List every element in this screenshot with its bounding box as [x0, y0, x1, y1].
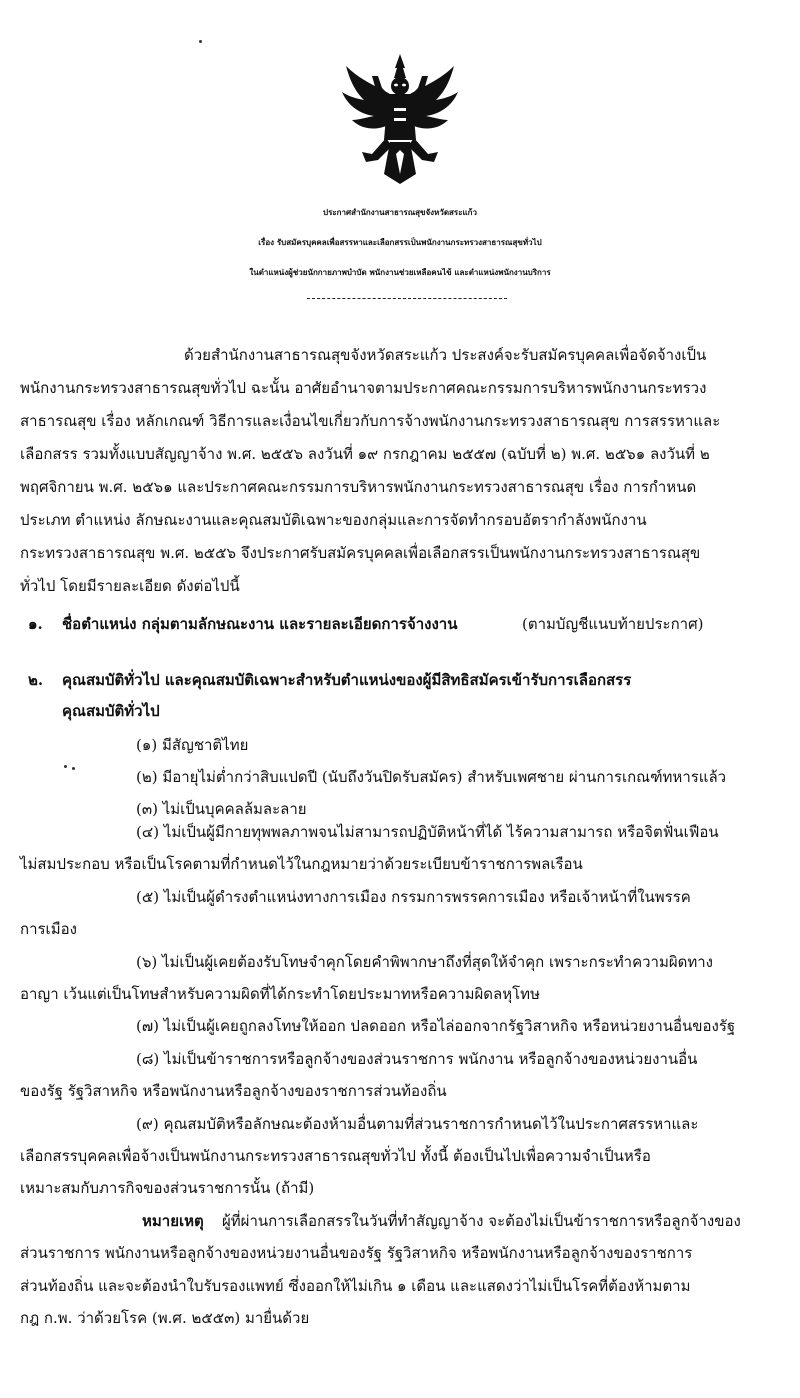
section-2-number: ๒. [28, 671, 44, 689]
section-2-subheading: คุณสมบัติทั่วไป [62, 702, 160, 720]
qualification-item: (๗) ไม่เป็นผู้เคยถูกลงโทษให้ออก ปลดออก หรือไล่ออกจากรัฐวิสาหกิจ หรือหน่วยงานอื่นของรัฐ [136, 1017, 736, 1035]
announcement-positions: ในตำแหน่งผู้ช่วยนักกายภาพบำบัด พนักงานช่วยเหลือคนไข้ และตำแหน่งพนักงานบริการ [249, 267, 551, 277]
section-1-note: (ตามบัญชีแนบท้ายประกาศ) [522, 615, 704, 633]
remark-line: ส่วนท้องถิ่น และจะต้องนำใบรับรองแพทย์ ซึ่งออกให้ไม่เกิน ๑ เดือน และแสดงว่าไม่เป็นโรคที่ต้องห้ามตาม [20, 1277, 691, 1295]
announcement-subject: เรื่อง รับสมัครบุคคลเพื่อสรรหาและเลือกสรรเป็นพนักงานกระทรวงสาธารณสุขทั่วไป [258, 237, 542, 247]
intro-line: กระทรวงสาธารณสุข พ.ศ. ๒๕๕๖ จึงประกาศรับสมัครบุคคลเพื่อเลือกสรรเป็นพนักงานกระทรวงสาธารณสุข [20, 544, 701, 562]
intro-line: ประเภท ตำแหน่ง ลักษณะงานและคุณสมบัติเฉพาะของกลุ่มและการจัดทำกรอบอัตรากำลังพนักงาน [20, 511, 647, 529]
intro-line: พนักงานกระทรวงสาธารณสุขทั่วไป ฉะนั้น อาศัยอำนาจตามประกาศคณะกรรมการบริหารพนักงานกระทรวง [20, 379, 707, 397]
qualification-item: อาญา เว้นแต่เป็นโทษสำหรับความผิดที่ได้กระทำโดยประมาทหรือความผิดลหุโทษ [20, 985, 540, 1003]
intro-line: เลือกสรร รวมทั้งแบบสัญญาจ้าง พ.ศ. ๒๕๕๖ ลงวันที่ ๑๙ กรกฎาคม ๒๕๕๗ (ฉบับที่ ๒) พ.ศ. ๒๕๖๑ ลงวันที่ ๒ [20, 445, 710, 463]
qualification-item: (๓) ไม่เป็นบุคคลล้มละลาย [136, 800, 307, 818]
qualification-item: ของรัฐ รัฐวิสาหกิจ หรือพนักงานหรือลูกจ้างของราชการส่วนท้องถิ่น [20, 1082, 447, 1100]
intro-line: ทั่วไป โดยมีรายละเอียด ดังต่อไปนี้ [20, 577, 240, 595]
qualification-item: (๕) ไม่เป็นผู้ดำรงตำแหน่งทางการเมือง กรรมการพรรคการเมือง หรือเจ้าหน้าที่ในพรรค [136, 888, 691, 906]
remark-line: กฎ ก.พ. ว่าด้วยโรค (พ.ศ. ๒๕๕๓) มายื่นด้วย [20, 1309, 310, 1327]
qualification-item: (๑) มีสัญชาติไทย [136, 736, 249, 754]
section-1-number: ๑. [28, 615, 43, 633]
qualification-item: (๔) ไม่เป็นผู้มีกายทุพพลภาพจนไม่สามารถปฏิบัติหน้าที่ได้ ไร้ความสามารถ หรือจิตฟั่นเฟือน [136, 823, 719, 841]
qualification-item: เหมาะสมกับภารกิจของส่วนราชการนั้น (ถ้ามี) [20, 1179, 315, 1197]
scan-fleck [64, 765, 67, 768]
garuda-emblem-icon [336, 50, 464, 190]
qualification-item: เลือกสรรบุคคลเพื่อจ้างเป็นพนักงานกระทรวงสาธารณสุขทั่วไป ทั้งนี้ ต้องเป็นไปเพื่อความจำเป็นหรือ [20, 1147, 651, 1165]
qualification-item: (๘) ไม่เป็นข้าราชการหรือลูกจ้างของส่วนราชการ พนักงาน หรือลูกจ้างของหน่วยงานอื่น [136, 1050, 698, 1068]
intro-line: พฤศจิกายน พ.ศ. ๒๕๖๑ และประกาศคณะกรรมการบริหารพนักงานกระทรวงสาธารณสุข เรื่อง การกำหนด [20, 478, 697, 496]
scan-fleck [199, 40, 202, 43]
title-divider [307, 298, 507, 299]
qualification-item: (๙) คุณสมบัติหรือลักษณะต้องห้ามอื่นตามที่ส่วนราชการกำหนดไว้ในประกาศสรรหาและ [136, 1115, 699, 1133]
section-2-heading: คุณสมบัติทั่วไป และคุณสมบัติเฉพาะสำหรับตำแหน่งของผู้มีสิทธิสมัครเข้ารับการเลือกสรร [62, 671, 632, 689]
announcement-title: ประกาศสำนักงานสาธารณสุขจังหวัดสระแก้ว [323, 207, 477, 217]
remark-line: ส่วนราชการ พนักงานหรือลูกจ้างของหน่วยงานอื่นของรัฐ รัฐวิสาหกิจ หรือพนักงานหรือลูกจ้างของราชการ [20, 1244, 693, 1262]
intro-line: สาธารณสุข เรื่อง หลักเกณฑ์ วิธีการและเงื่อนไขเกี่ยวกับการจ้างพนักงานกระทรวงสาธารณสุข การสรรหาและ [20, 412, 721, 430]
remark-line: ผู้ที่ผ่านการเลือกสรรในวันที่ทำสัญญาจ้าง จะต้องไม่เป็นข้าราชการหรือลูกจ้างของ [222, 1212, 741, 1230]
qualification-item: ไม่สมประกอบ หรือเป็นโรคตามที่กำหนดไว้ในกฎหมายว่าด้วยระเบียบข้าราชการพลเรือน [20, 855, 583, 873]
qualification-item: (๖) ไม่เป็นผู้เคยต้องรับโทษจำคุกโดยคำพิพากษาถึงที่สุดให้จำคุก เพราะกระทำความผิดทาง [136, 953, 714, 971]
remark-label: หมายเหตุ [142, 1212, 204, 1230]
scan-fleck [72, 767, 75, 770]
section-1-heading: ชื่อตำแหน่ง กลุ่มตามลักษณะงาน และรายละเอียดการจ้างงาน [62, 615, 458, 633]
qualification-item: การเมือง [20, 920, 77, 938]
qualification-item: (๒) มีอายุไม่ต่ำกว่าสิบแปดปี (นับถึงวันปิดรับสมัคร) สำหรับเพศชาย ผ่านการเกณฑ์ทหารแล้ว [136, 768, 727, 786]
intro-line: ด้วยสำนักงานสาธารณสุขจังหวัดสระแก้ว ประสงค์จะรับสมัครบุคคลเพื่อจัดจ้างเป็น [184, 346, 707, 364]
